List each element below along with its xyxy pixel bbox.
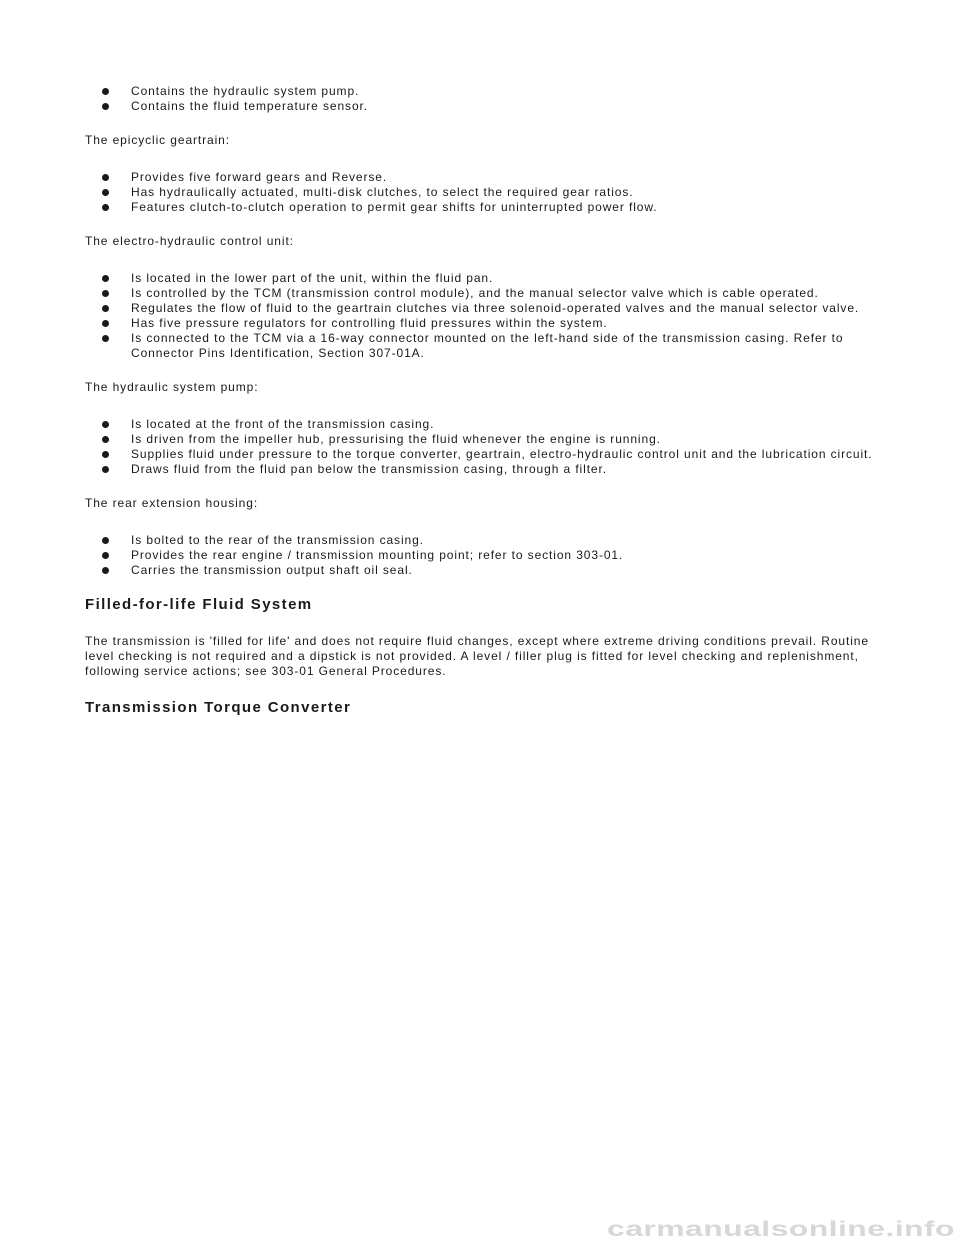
bullet-icon [102,103,109,110]
list-item: Provides the rear engine / transmission mounting point; refer to section 303-01. [131,548,885,563]
bullet-icon [102,466,109,473]
bullet-icon [102,204,109,211]
list-item: Supplies fluid under pressure to the torque converter, geartrain, electro-hydraulic control unit and the lubrication circuit. [131,447,885,462]
list-item: Is bolted to the rear of the transmission casing. [131,533,885,548]
pump-list [85,417,885,477]
bullet-icon [102,451,109,458]
bullet-icon [102,275,109,282]
bullet-icon [102,174,109,181]
list-item: Draws fluid from the fluid pan below the transmission casing, through a filter. [131,462,885,477]
bullet-icon [102,88,109,95]
list-item: Has hydraulically actuated, multi-disk clutches, to select the required gear ratios. [131,185,885,200]
list-item: Is controlled by the TCM (transmission control module), and the manual selector valve which is cable operated. [131,286,885,301]
fluid-system-body: The transmission is 'filled for life' and does not require fluid changes, except where extreme driving conditions prevail. Routine level checking is not required and a dipstick is not provided. A level / filler plug is fitted for level checking and replenishment, following service actions; see 303-01 General Procedures. [85,634,869,678]
torque-converter-heading: Transmission Torque Converter [85,699,352,716]
bullet-icon [102,335,109,342]
bullet-icon [102,305,109,312]
control-unit-intro: The electro-hydraulic control unit: [85,234,294,248]
list-item: Is driven from the impeller hub, pressurising the fluid whenever the engine is running. [131,432,885,447]
fluid-system-heading: Filled-for-life Fluid System [85,596,313,613]
bullet-icon [102,436,109,443]
geartrain-intro: The epicyclic geartrain: [85,133,230,147]
list-item: Is connected to the TCM via a 16-way connector mounted on the left-hand side of the transmission casing. Refer to Connector Pins Identification, Section 307-01A. [131,331,885,361]
pump-intro: The hydraulic system pump: [85,380,259,394]
extension-intro: The rear extension housing: [85,496,259,510]
bullet-icon [102,421,109,428]
list-item: Has five pressure regulators for controlling fluid pressures within the system. [131,316,885,331]
bullet-icon [102,320,109,327]
list-item: Contains the fluid temperature sensor. [131,99,885,114]
list-item: Features clutch-to-clutch operation to permit gear shifts for uninterrupted power flow. [131,200,885,215]
list-item: Is located at the front of the transmission casing. [131,417,885,432]
geartrain-list [85,170,885,215]
list-item: Provides five forward gears and Reverse. [131,170,885,185]
bullet-icon [102,552,109,559]
bullet-icon [102,290,109,297]
bullet-icon [102,189,109,196]
pump-casing-list [85,84,885,114]
list-item: Carries the transmission output shaft oil seal. [131,563,885,578]
bullet-icon [102,567,109,574]
bullet-icon [102,537,109,544]
control-unit-list [85,271,885,361]
list-item: Is located in the lower part of the unit, within the fluid pan. [131,271,885,286]
svg-text:carmanualsonline.info: carmanualsonline.info [607,1218,955,1241]
list-item: Contains the hydraulic system pump. [131,84,885,99]
list-item: Regulates the flow of fluid to the geartrain clutches via three solenoid-operated valves and the manual selector valve. [131,301,885,316]
page-content [85,84,885,717]
extension-list [85,533,885,578]
